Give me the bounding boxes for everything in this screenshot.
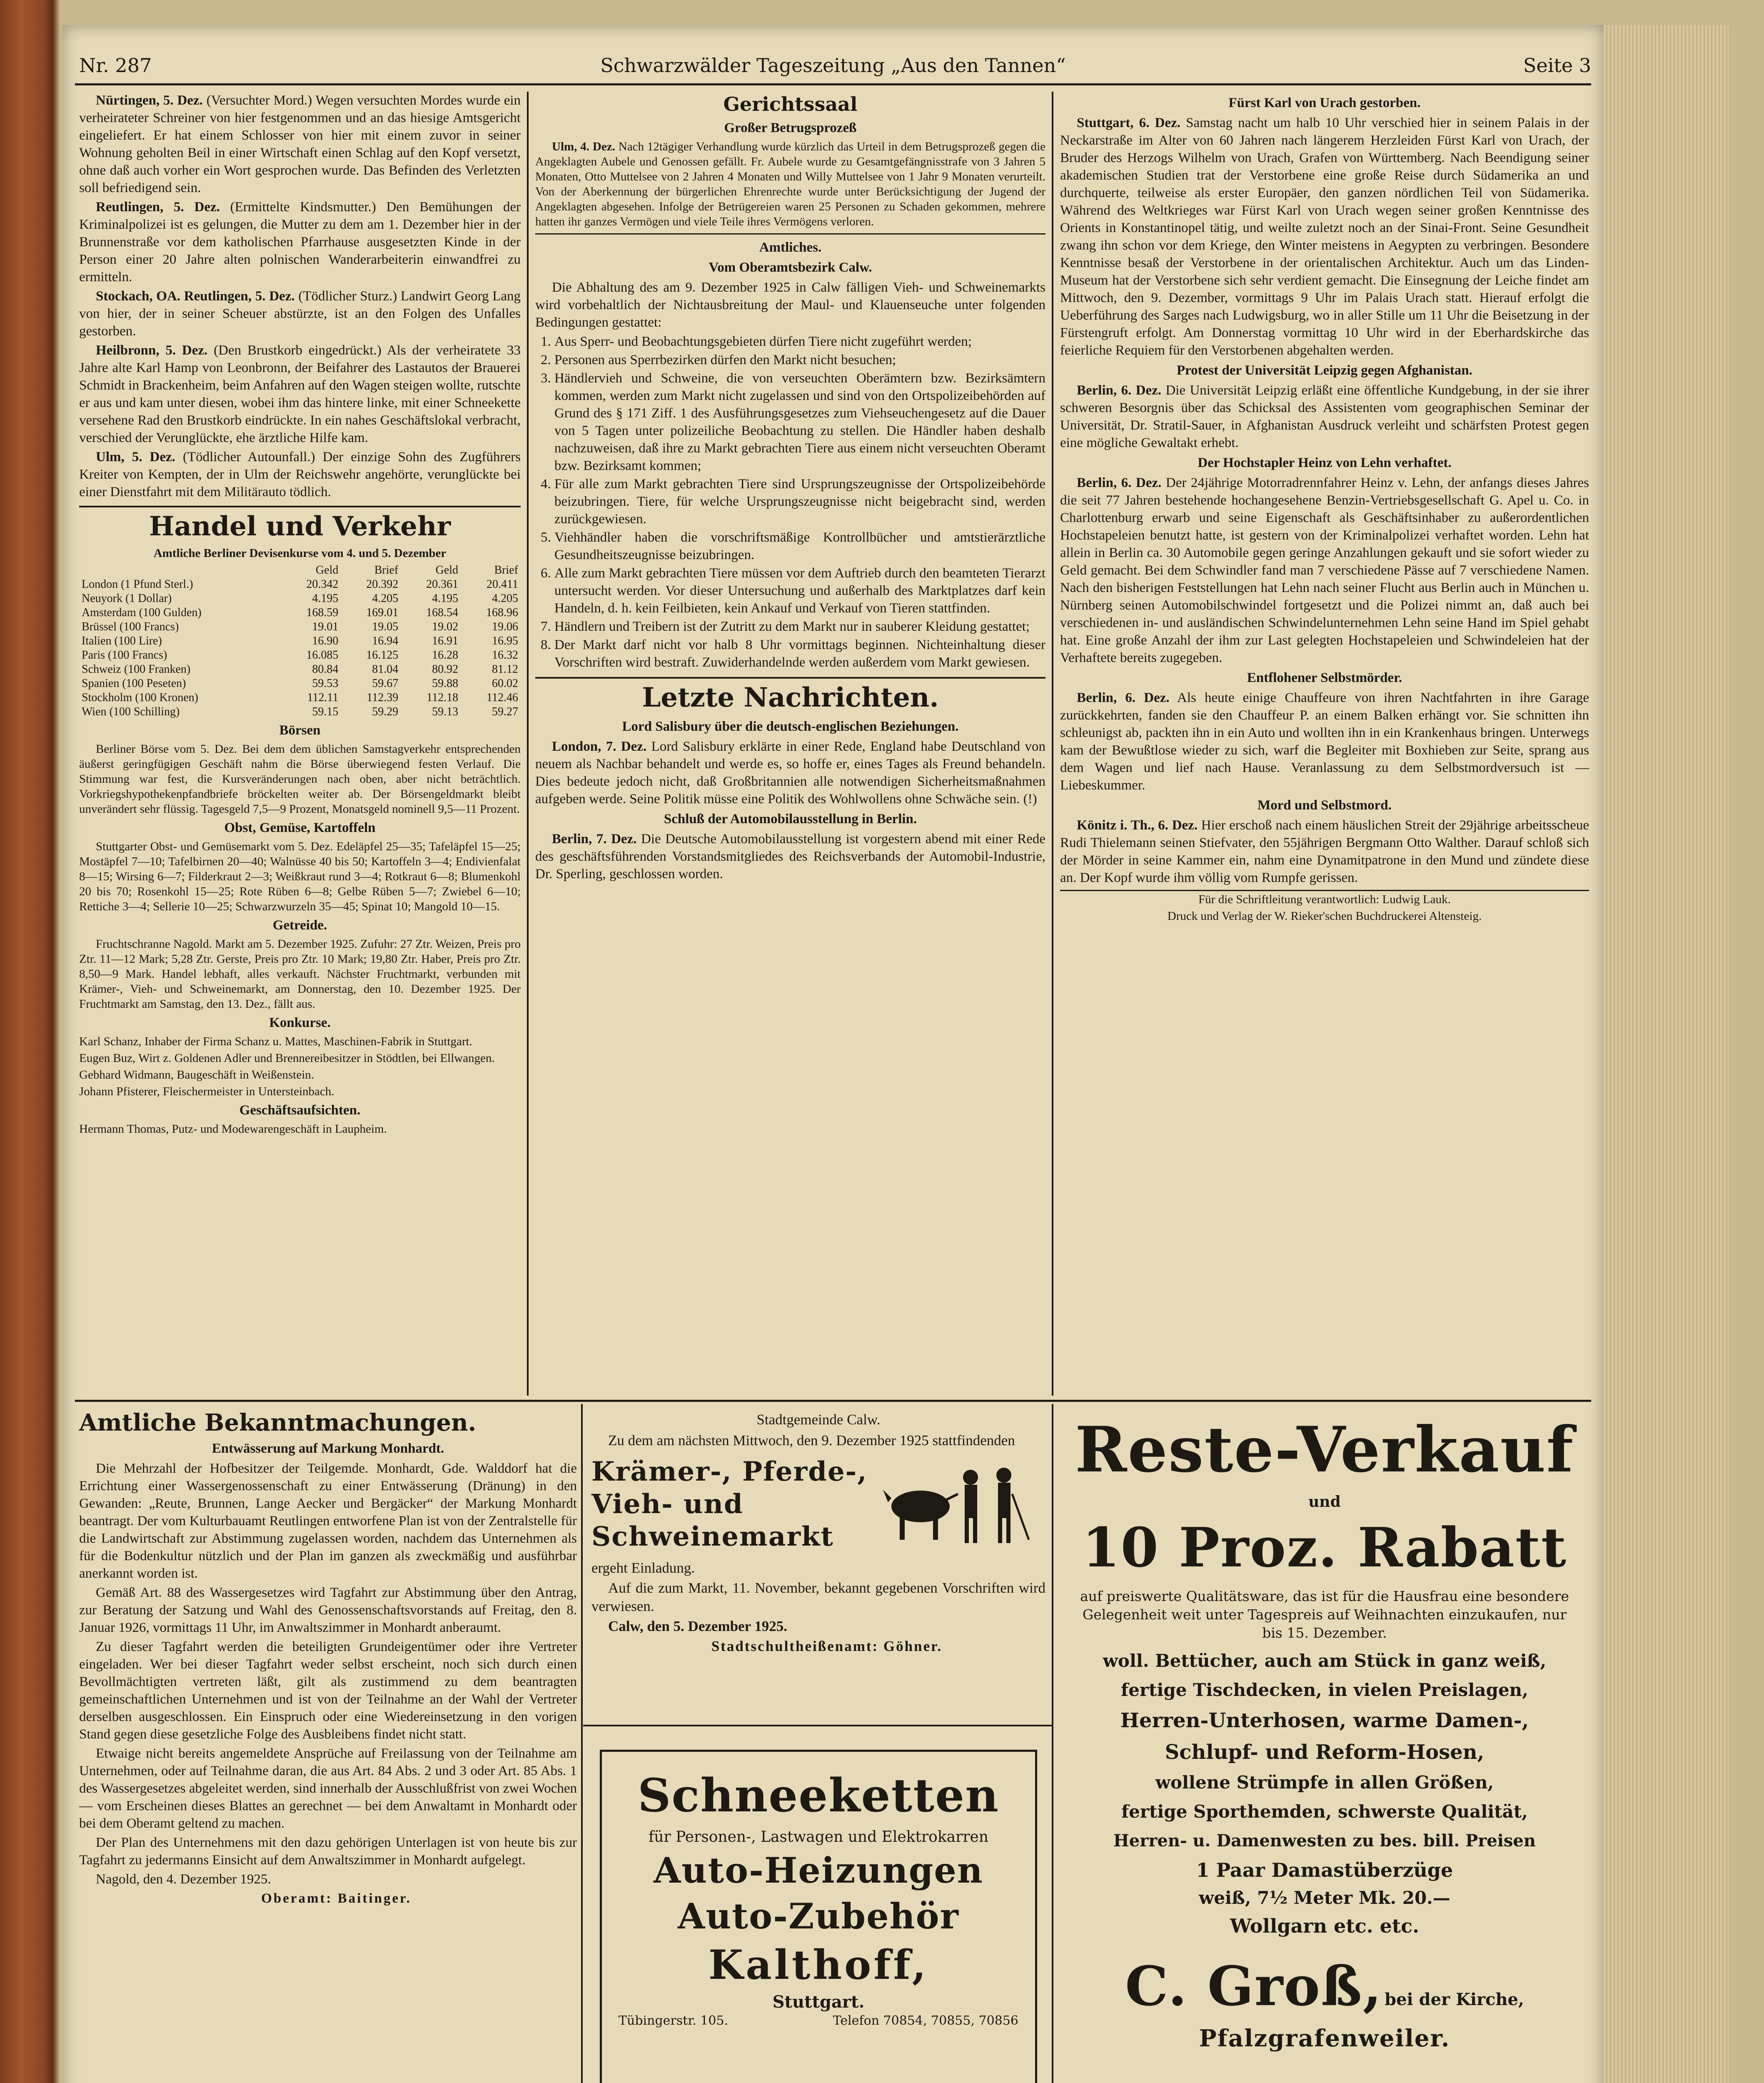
fx-cell: 20.342: [306, 578, 339, 591]
fx-header: [79, 563, 281, 577]
obst-heading: Obst, Gemüse, Kartoffeln: [224, 820, 376, 835]
fx-cell: 60.02: [492, 677, 518, 690]
geschaeft-heading: Geschäftsaufsichten.: [239, 1103, 361, 1118]
item-title: London, 7. Dez.: [552, 739, 647, 754]
item-title: Nürtingen, 5. Dez.: [96, 93, 203, 108]
item-title: Berlin, 6. Dez.: [1077, 383, 1162, 398]
reste-line: wollene Strümpfe in allen Größen,: [1155, 1772, 1494, 1793]
calw-market-notice: [591, 1408, 1045, 1657]
konkurs-entry: Eugen Buz, Wirt z. Goldenen Adler und Brennereibesitzer in Stödtlen, bei Ellwangen.: [79, 1051, 495, 1065]
selbst-heading: Entflohener Selbstmörder.: [1247, 670, 1402, 685]
fx-cell: 19.05: [372, 620, 399, 633]
obst-text: Stuttgarter Obst- und Gemüsemarkt vom 5. Dez. Edeläpfel 25—35; Tafeläpfel 15—25; Mostäpfel 7—10; Tafelbirnen 20—40; Walnüsse 40 bis 50; Kartoffeln 3—4; Endivienfalat 8—15; Wirsing 6—7; Filderkraut 2—3; Weißkraut rund 3—4; Rotkraut 6—8; Blumenkohl 20 bis 70; Rosenkohl 15—25; Rote Rüben 6—8; Gelbe Rüben 5—7; Zwiebel 6—10; Rettiche 3—4; Sellerie 10—25; Schwarzwurzeln 35—45; Spinat 10; Mangold 10—15.: [79, 840, 521, 913]
item-text: (Tödlicher Sturz.) Landwirt Georg Lang von hier, der in seiner Scheuer abstürzte, ist an den Folgen des Unfalles gestorben.: [79, 289, 521, 339]
fx-row: [79, 577, 521, 592]
fx-cell: 4.195: [432, 592, 459, 605]
reste-rabatt: 10 Proz. Rabatt: [1082, 1516, 1567, 1579]
fx-cell: 80.84: [312, 663, 339, 676]
auto-text: Die Deutsche Automobilausstellung ist vorgestern abend mit einer Rede des geschäftsführenden Vorstandsmitgliedes des Reichsverbands der Automobil-Industrie, Dr. Sperling, geschlossen worden.: [535, 832, 1045, 882]
fx-cell: Brüssel (100 Francs): [82, 620, 179, 633]
header-rule: [75, 83, 1591, 85]
fx-cell: Amsterdam (100 Gulden): [82, 606, 202, 619]
fx-row: [79, 648, 521, 662]
fx-cell: London (1 Pfund Sterl.): [82, 578, 193, 591]
fx-row: [79, 677, 521, 691]
fx-row: [79, 705, 521, 719]
selbst-text: Als heute einige Chauffeure von ihren Nachtfahrten in ihre Garage zurückkehrten, fanden sie den Chauffeur P. an einem Balken erhängt vor. Sie schnitten ihn schleunigst ab, packten ihn in ein Auto und wollten ihn in ein Krankenhaus bringen. Unterwegs kam der Bewußtlose wieder zu sich, warf die Begleiter mit Boxhieben zur Seite, sprang aus dem Wagen und lief nach Hause. Veranlassung zu dem Selbstmordversuch ist — Liebeskummer.: [1060, 690, 1589, 793]
reste-line: Herren-Unterhosen, warme Damen-,: [1120, 1709, 1529, 1732]
fx-row: [79, 592, 521, 606]
item-text: (Versuchter Mord.) Wegen versuchten Mordes wurde ein verheirateter Schreiner von hier festgenommen und an das hiesige Amtsgericht eingeliefert. Er hat einem Schlosser von hier mit einem zuvor in seiner Wohnung geholten Beil in einer Wirtschaft einen Schlag auf den Kopf versetzt, ohne daß auch vorher ein Wort gesprochen wurde. Das Befinden des Verletzten soll befriedigend sein.: [79, 93, 521, 195]
fx-cell: 16.91: [432, 634, 459, 647]
handel-heading: Handel und Verkehr: [149, 511, 451, 542]
auto-heading: Schluß der Automobilausstellung in Berlin.: [664, 812, 917, 827]
fx-cell: 59.88: [432, 677, 459, 690]
item-text: (Tödlicher Autounfall.) Der einzige Sohn des Zugführers Kreiter von Kempten, der in Ulm der Reichswehr angehörte, verunglückte bei einer Dienstfahrt mit dem Militärauto tödlich.: [79, 450, 521, 500]
column-2: [535, 92, 1045, 884]
calw-note: Auf die zum Markt, 11. November, bekannt gegebenen Vorschriften wird verwiesen.: [591, 1580, 1045, 1614]
konkurse-heading: Konkurse.: [269, 1015, 331, 1030]
fx-cell: 112.18: [427, 691, 459, 704]
getreide-heading: Getreide.: [272, 918, 327, 933]
fx-cell: 168.96: [486, 606, 518, 619]
item-title: Ulm, 4. Dez.: [552, 140, 615, 153]
reste-line: Wollgarn etc. etc.: [1230, 1915, 1420, 1937]
impressum-divider: [1060, 890, 1589, 891]
fx-cell: 16.94: [372, 634, 399, 647]
fx-cell: 4.195: [312, 592, 339, 605]
schnee-subtitle: für Personen-, Lastwagen und Elektrokarren: [648, 1828, 989, 1846]
condition-item: 3. Händlervieh und Schweine, die von verseuchten Oberämtern bzw. Bezirksämtern kommen, werden zum Markt nicht zugelassen und sind von den Ortspolizeibehörden auf Grund des § 171 Ziff. 1 des Ausführungsgesetzes zum Viehseuchengesetz auf die Dauer von 5 Tagen unter polizeiliche Beobachtung zu stellen. Die Händler haben deshalb nachzuweisen, daß ihre zu Markt gebrachten Tiere aus einem nicht verseuchten Oberamt bzw. Bezirksamt kommen;: [554, 370, 1045, 475]
page-number: Seite 3: [1523, 54, 1591, 77]
calw-invite: ergeht Einladung.: [591, 1560, 695, 1576]
fx-cell: 20.411: [487, 578, 518, 591]
reste-und: und: [1308, 1493, 1341, 1511]
schnee-city: Stuttgart.: [772, 1992, 865, 2012]
fx-header: Geld: [435, 564, 459, 577]
item-text: (Ermittelte Kindsmutter.) Den Bemühungen der Kriminalpolizei ist es gelungen, die Mutter zu dem am 1. Dezember hier in der Brunnenstraße vor dem katholischen Pfarrhause ausgesetzten Kinde in der Person einer 20 Jahre alten polnischen Wanderarbeiterin einwandfrei zu ermitteln.: [79, 200, 521, 285]
column-rule-2: [1052, 92, 1053, 1396]
calw-date: Calw, den 5. Dezember 1925.: [608, 1618, 787, 1634]
fx-cell: 168.59: [306, 606, 339, 619]
reste-title: Reste-Verkauf: [1075, 1413, 1574, 1486]
reste-line: Herren- u. Damenwesten zu bes. bill. Preisen: [1113, 1831, 1536, 1851]
notice-paragraph: Zu dieser Tagfahrt werden die beteiligten Grundeigentümer oder ihre Vertreter eingeladen. Wer bei dieser Tagfahrt weder selbst erscheint, noch sich durch einen Bevollmächtigten vertreten läßt, gilt als zustimmend zu dem beantragten gemeinschaftlichen Unternehmen und ist von der Teilnahme an der Wahl der Vertreter derselben ausgeschlossen. Ein Einspruch oder eine Wiedereinsetzung in den vorigen Stand gegen diese gesetzliche Folge des Ausbleibens findet nicht statt.: [79, 1639, 577, 1742]
market-farmers-icon: [883, 1456, 1033, 1553]
fx-table: [79, 563, 521, 719]
lord-text: Lord Salisbury erklärte in einer Rede, England habe Deutschland von neuem als Nachbar behandelt und werde es, so hoffe er, eines Tages als Freund behandeln. Dies bedeute jedoch nicht, daß Großbritannien alle notwendigen Sicherheitsmaßnahmen aufgeben werde. Seine Politik müsse eine Politik des Wohlwollens ohne Schwäche sein. (!): [535, 739, 1046, 807]
fx-cell: 16.125: [366, 649, 399, 662]
fx-header: Brief: [494, 564, 518, 577]
reste-verkauf-ad: [1060, 1408, 1589, 2057]
column-rule-1: [527, 92, 529, 1396]
fx-cell: 16.90: [312, 634, 339, 647]
fx-cell: 59.29: [372, 705, 399, 718]
fx-header: Geld: [315, 564, 339, 577]
notice-paragraph: Gemäß Art. 88 des Wassergesetzes wird Tagfahrt zur Abstimmung über den Antrag, zur Beratung der Satzung und Wahl des Genossenschaftsvorstands auf Freitag, den 8. Januar 1926, vormittags 11 Uhr, im Anwaltszimmer in Monhardt anberaumt.: [79, 1585, 577, 1635]
fx-cell: 19.02: [432, 620, 459, 633]
fx-row: [79, 662, 521, 677]
fx-row: [79, 620, 521, 634]
schnee-address: Tübingerstr. 105.: [619, 2013, 729, 2028]
item-title: Reutlingen, 5. Dez.: [96, 200, 220, 215]
notice-paragraph: Die Mehrzahl der Hofbesitzer der Teilgemde. Monhardt, Gde. Walddorf hat die Errichtung einer Wassergenossenschaft zu einer Entwässerung (Dränung) in den Gewanden: „Reute, Brunnen, Lange Aecker und Bergäcker“ der Markung Monhardt beantragt. Der vom Kulturbauamt Reutlingen entworfene Plan ist von der Zentralstelle für die Landwirtschaft zur Abstimmung zugelassen worden, nachdem das Unternehmen als für die Bodenkultur nützlich und der Plan im ganzen als zweckmäßig und ausführbar anerkannt worden ist.: [79, 1461, 577, 1581]
reste-line: 1 Paar Damastüberzüge: [1196, 1859, 1453, 1881]
reste-text: auf preiswerte Qualitätsware, das ist für die Hausfrau eine besondere Gelegenheit weit unter Tagespreis auf Weihnachten einzukaufen, nur bis 15. Dezember.: [1080, 1588, 1569, 1641]
item-title: Heilbronn, 5. Dez.: [96, 343, 208, 358]
condition-item: 2. Personen aus Sperrbezirken dürfen den Markt nicht besuchen;: [554, 351, 1045, 369]
schnee-line1: Auto-Heizungen: [654, 1850, 983, 1891]
boersen-text: Berliner Börse vom 5. Dez. Bei dem dem üblichen Samstagverkehr entsprechenden äußerst geringfügigen Geschäft nahm die Börse überwiegend festen Verlauf. Die Stimmung war fest, die Kursveränderungen nach oben, aber nicht beträchtlich. Vorkriegshypothekenpfandbriefe bröckelten weiter ab. Der Börsengeldmarkt bleibt unverändert sehr flüssig. Tagesgeld 7,5—9 Prozent, Monatsgeld nominell 9,5—11 Prozent.: [79, 742, 521, 816]
fx-cell: 169.01: [366, 606, 399, 619]
notice-paragraph: Der Plan des Unternehmens mit den dazu gehörigen Unterlagen ist von heute bis zur Tagfahrt zu jedermanns Einsicht auf dem Anwaltszimmer in Monhardt aufgelegt.: [79, 1835, 577, 1868]
notice-signature: Oberamt: Baitinger.: [261, 1891, 412, 1906]
geschaeft-entry: Hermann Thomas, Putz- und Modewarengeschäft in Laupheim.: [79, 1122, 387, 1136]
notices-subheading: Entwässerung auf Markung Monhardt.: [212, 1441, 444, 1456]
ads-column-rule-1: [581, 1404, 583, 2083]
section-divider: [79, 506, 521, 507]
calw-market-title: Krämer-, Pferde-, Vieh- und Schweinemarkt: [591, 1456, 868, 1552]
amtl-intro: Die Abhaltung des am 9. Dezember 1925 in Calw fälligen Vieh- und Schweinemarkts wird vorbehaltlich der Nichtausbreitung der Maul- und Klauenseuche unter folgenden Bedingungen gestattet:: [535, 280, 1045, 330]
urach-heading: Fürst Karl von Urach gestorben.: [1228, 95, 1421, 110]
item-title: Stuttgart, 6. Dez.: [1077, 115, 1180, 130]
reste-line: Schlupf- und Reform-Hosen,: [1165, 1741, 1485, 1764]
gericht-heading: Gerichtssaal: [723, 93, 858, 115]
mord-heading: Mord und Selbstmord.: [1258, 798, 1392, 813]
reste-firm-note: bei der Kirche,: [1385, 1990, 1524, 2009]
fx-cell: 59.15: [312, 705, 339, 718]
impressum-printer: Druck und Verlag der W. Rieker'schen Buchdruckerei Altensteig.: [1167, 909, 1482, 923]
fx-cell: Wien (100 Schilling): [82, 705, 180, 718]
amtl-subheading: Vom Oberamtsbezirk Calw.: [709, 260, 872, 275]
fx-row: [79, 634, 521, 648]
reste-line: fertige Tischdecken, in vielen Preislagen,: [1121, 1680, 1528, 1700]
ads-column-rule-2: [1052, 1404, 1053, 2083]
schnee-phone: Telefon 70854, 70855, 70856: [833, 2013, 1018, 2028]
column-1: [79, 92, 521, 1138]
section-divider: [535, 677, 1045, 679]
fx-row: [79, 606, 521, 620]
item-text: (Den Brustkorb eingedrückt.) Als der verheiratete 33 Jahre alte Karl Hamp von Leonbronn, der Beifahrer des Lastautos der Brauerei Schmidt in Brackenheim, beim Anfahren auf den Wagen steigen wollte, rutschte er aus und kam unter diesen, wobei ihm das hintere linke, mit einer Schneekette versehene Rad den Brustkorb eindrückte. In ein nahes Geschäftslokal verbracht, verschied der Verunglückte, ehe ärztliche Hilfe kam.: [79, 343, 521, 445]
fx-cell: 168.54: [426, 606, 459, 619]
calw-intro: Zu dem am nächsten Mittwoch, den 9. Dezember 1925 stattfindenden: [608, 1432, 1015, 1449]
fx-cell: 20.392: [366, 578, 399, 591]
schneeketten-ad: [600, 1750, 1037, 2083]
fx-cell: 4.205: [372, 592, 399, 605]
fx-cell: Neuyork (1 Dollar): [82, 592, 172, 605]
condition-item: 4. Für alle zum Markt gebrachten Tiere sind Ursprungszeugnisse der Ortspolizeibehörde beizubringen. Tiere, für welche Ursprungszeugnisse nicht beigebracht sind, werden zurückgewiesen.: [554, 475, 1045, 528]
letzte-heading: Letzte Nachrichten.: [642, 682, 939, 713]
fx-cell: 16.95: [492, 634, 518, 647]
urach-text: Samstag nacht um halb 10 Uhr verschied hier in seinem Palais in der Neckarstraße im Alter von 60 Jahren nach längerem Herzleiden Fürst Karl von Urach, der Bruder des Herzogs Wilhelm von Urach, Grafen von Württemberg. Nach Beendigung seiner akademischen Studien trat der Verstorbene eine große Reise durch Südamerika an und durchquerte, teilweise als erster Europäer, den ganzen nördlichen Teil von Südamerika. Während des Weltkrieges war Fürst Karl von Urach wegen seiner großen Kenntnisse des Orients in Konstantinopel tätig, und weilte zuletzt noch an der Sinai-Front. Seine Gesundheit zwang ihn schon vor dem Kriege, den Winter meistens in Aegypten zu verbringen. Besondere Kenntnisse besaß der Verstorbene in der orientalischen Architektur. Auch um das Linden-Museum hat der Verstorbene sich sehr verdient gemacht. Die Einsegnung der Leiche findet am Mittwoch, den 9. Dezember, vormittags 9 Uhr im Palais Urach statt. Hierauf erfolgt die Ueberführung des Sarges nach Ludwigsburg, wo in aller Stille um 11 Uhr die Beisetzung in der Fürstengruft erfolgt. Am Donnerstag vormittag 10 Uhr wird in der Eberhardskirche das feierliche Requiem für den Verstorbenen abgehalten werden.: [1060, 115, 1589, 358]
condition-item: 6. Alle zum Markt gebrachten Tiere müssen vor dem Auftrieb durch den beamteten Tierarzt untersucht werden. Vor dieser Untersuchung und außerhalb des Marktplatzes darf kein Handeln, d. h. kein Feilbieten, kein Ankauf und Verkauf von Tieren stattfinden.: [554, 564, 1045, 617]
item-title: Stockach, OA. Reutlingen, 5. Dez.: [96, 289, 295, 304]
ads-divider: [583, 1725, 1052, 1726]
fx-cell: Spanien (100 Peseten): [82, 677, 186, 690]
konkurs-entry: Johann Pfisterer, Fleischermeister in Untersteinbach.: [79, 1085, 334, 1098]
fx-cell: 19.06: [492, 620, 518, 633]
lehn-text: Der 24jährige Motorradrennfahrer Heinz v. Lehn, der anfangs dieses Jahres die seit 77 Jahren bestehende hochangesehene Benzin-Vertriebsgesellschaft G. Apel u. Co. in Charlottenburg erwarb und seine Eigenschaft als Geschäftsinhaber zu außerordentlichen Hochstapeleien benutzt hatte, ist gestern von der Kriminalpolizei verhaftet worden. Lehn hat allein in Berlin ca. 30 Automobile gegen geringe Anzahlungen gekauft und sie sofort wieder zu Geld gemacht. Bei dem Schwindler fand man 7 verschiedene Pässe auf 7 verschiedene Namen. Nach den bisherigen Feststellungen hat Lehn nach seiner Flucht aus Berlin auch in München u. Nürnberg seinen Automobilschwindel fortgesetzt und die Polizei nimmt an, daß auch bei verschiedenen in- und ausländischen Schwindelunternehmen Lehn seine Hand im Spiel gehabt hat. Eine große Anzahl der ihm zur Last gelegten Hochstapeleien und Schwindeleien hat der Verhaftete bereits zugegeben.: [1060, 475, 1589, 665]
fx-cell: 4.205: [492, 592, 518, 605]
reste-city: Pfalzgrafenweiler.: [1199, 2025, 1450, 2052]
gericht-subheading: Großer Betrugsprozeß: [724, 120, 857, 135]
fx-cell: 112.46: [487, 691, 518, 704]
condition-item: 8. Der Markt darf nicht vor halb 8 Uhr vormittags beginnen. Nichteinhaltung dieser Vorschriften wird bestraft. Zuwiderhandelnde werden außerdem vom Markt gewiesen.: [554, 636, 1045, 671]
item-title: Könitz i. Th., 6. Dez.: [1077, 818, 1198, 833]
fx-cell: 81.12: [492, 663, 518, 676]
reste-firm: C. Groß,: [1125, 1954, 1383, 2018]
newspaper-page: [62, 25, 1604, 2083]
fx-cell: 19.01: [312, 620, 339, 633]
mord-text: Hier erschoß nach einem häuslichen Streit der 29jährige arbeitsscheue Rudi Thielemann seinen Stiefvater, den 55jährigen Bergmann Otto Walther. Darauf schloß sich der Mörder in seine Kammer ein, nahm eine Dynamitpatrone in den Mund und zündete diese an. Der Kopf wurde ihm völlig vom Rumpfe gerissen.: [1060, 818, 1589, 885]
boersen-heading: Börsen: [279, 723, 321, 738]
fx-cell: 80.92: [432, 663, 459, 676]
fx-cell: 59.13: [432, 705, 459, 718]
schnee-firm: Kalthoff,: [708, 1941, 929, 1988]
fx-cell: 112.11: [307, 691, 339, 704]
leipzig-text: Die Universität Leipzig erläßt eine öffentliche Kundgebung, in der sie ihrer schweren Besorgnis über das Schicksal des Assistenten vom geographischen Seminar der Universität, Dr. Stratil-Sauer, in Afghanistan Ausdruck verleiht und schärfsten Protest gegen eine mögliche Gewaltakt erhebt.: [1060, 383, 1589, 450]
schnee-title: Schneeketten: [637, 1768, 1000, 1822]
item-title: Berlin, 6. Dez.: [1077, 475, 1162, 490]
leipzig-heading: Protest der Universität Leipzig gegen Afghanistan.: [1176, 363, 1473, 378]
notices-heading: Amtliche Bekanntmachungen.: [79, 1409, 477, 1436]
ads-rule: [75, 1400, 1591, 1402]
konkurs-entry: Karl Schanz, Inhaber der Firma Schanz u. Mattes, Maschinen-Fabrik in Stuttgart.: [79, 1035, 472, 1048]
issue-number: Nr. 287: [79, 54, 152, 77]
konkurs-entry: Gebhard Widmann, Baugeschäft in Weißenstein.: [79, 1068, 314, 1081]
reste-line: fertige Sporthemden, schwerste Qualität,: [1121, 1801, 1528, 1822]
item-title: Ulm, 5. Dez.: [96, 450, 175, 465]
fx-cell: 20.361: [426, 578, 459, 591]
column-3: [1060, 92, 1589, 925]
fx-cell: 112.39: [367, 691, 399, 704]
calw-head: Stadtgemeinde Calw.: [756, 1411, 881, 1428]
condition-item: 7. Händlern und Treibern ist der Zutritt zu dem Markt nur in sauberer Kleidung gestattet;: [554, 618, 1045, 635]
fx-row: [79, 691, 521, 705]
fx-cell: 59.67: [372, 677, 399, 690]
section-divider: [535, 233, 1045, 235]
fx-cell: 16.28: [432, 649, 459, 662]
amtl-heading: Amtliches.: [759, 240, 822, 255]
condition-item: 5. Viehhändler haben die vorschriftsmäßige Kontrollbücher und amtstierärztliche Gesundheitszeugnisse beizubringen.: [554, 529, 1045, 564]
fx-cell: 16.085: [306, 649, 339, 662]
gericht-text: Nach 12tägiger Verhandlung wurde kürzlich das Urteil in dem Betrugsprozeß gegen die Angeklagten Aubele und Genossen gefällt. Fr. Aubele wurde zu Gesamtgefängnisstrafe von 3 Jahren 5 Monaten, Otto Muttelsee von 2 Jahren 4 Monaten und Willy Muttelsee von 1 Jahr 9 Monaten verurteilt. Von der Aberkennung der bürgerlichen Ehrenrechte wurde unter Berücksichtigung der Jugend der Angeklagten abgesehen. Infolge der Betrügereien waren 25 Personen zu Schaden gekommen, mehrere hatten ihr ganzes Vermögen und viele Teile ihres Vermögens verloren.: [535, 140, 1046, 228]
impressum-editor: Für die Schriftleitung verantwortlich: Ludwig Lauk.: [1198, 893, 1451, 906]
official-notices: [79, 1408, 577, 1909]
newspaper-title: Schwarzwälder Tageszeitung „Aus den Tannen“: [600, 54, 1066, 77]
schnee-line2: Auto-Zubehör: [678, 1896, 959, 1937]
amtl-conditions: [535, 333, 1045, 671]
reste-line: woll. Bettücher, auch am Stück in ganz weiß,: [1103, 1651, 1547, 1671]
fx-cell: 59.27: [492, 705, 518, 718]
calw-signature: Stadtschultheißenamt: Göhner.: [711, 1638, 943, 1654]
lehn-heading: Der Hochstapler Heinz von Lehn verhaftet.: [1198, 455, 1452, 470]
lord-heading: Lord Salisbury über die deutsch-englischen Beziehungen.: [622, 719, 959, 734]
fx-cell: 16.32: [492, 649, 518, 662]
fx-cell: 59.53: [312, 677, 339, 690]
fx-title: Amtliche Berliner Devisenkurse vom 4. und 5. Dezember: [153, 547, 447, 560]
fx-cell: 81.04: [372, 663, 399, 676]
fx-cell: Italien (100 Lire): [82, 634, 162, 647]
notice-date: Nagold, den 4. Dezember 1925.: [96, 1872, 271, 1887]
item-title: Berlin, 6. Dez.: [1077, 690, 1170, 705]
page-stack-edge: [1604, 25, 1729, 2083]
getreide-text: Fruchtschranne Nagold. Markt am 5. Dezember 1925. Zufuhr: 27 Ztr. Weizen, Preis pro Ztr. 11—12 Mark; 5,28 Ztr. Gerste, Preis pro Ztr. 10 Mark; 19,80 Ztr. Haber, Preis pro Ztr. 8,50—9 Mark. Handel lebhaft, alles verkauft. Nächster Fruchtmarkt, verbunden mit Krämer-, Vieh- und Schweinemarkt, am Donnerstag, den 10. Dezember 1925. Der Fruchtmarkt am Samstag, den 13. Dez., fällt aus.: [79, 937, 521, 1011]
fx-cell: Paris (100 Francs): [82, 649, 167, 662]
condition-item: 1. Aus Sperr- und Beobachtungsgebieten dürfen Tiere nicht zugeführt werden;: [554, 333, 1045, 350]
fx-header: Brief: [374, 564, 399, 577]
notice-paragraph: Etwaige nicht bereits angemeldete Ansprüche auf Freilassung von der Teilnahme am Unternehmen, oder auf Teilnahme daran, die aus Art. 84 Abs. 2 und 3 oder Art. 85 Abs. 1 des Wassergesetzes abgeleitet werden, sind innerhalb der Ausschlußfrist von zwei Wochen — vom Erscheinen dieses Blattes an gerechnet — bei dem Anwaltamt in Monhardt oder bei dem Oberamt geltend zu machen.: [79, 1746, 577, 1831]
reste-line: weiß, 7½ Meter Mk. 20.—: [1199, 1888, 1450, 1908]
fx-cell: Stockholm (100 Kronen): [82, 691, 198, 704]
fx-cell: Schweiz (100 Franken): [82, 663, 191, 676]
item-title: Berlin, 7. Dez.: [552, 832, 637, 847]
